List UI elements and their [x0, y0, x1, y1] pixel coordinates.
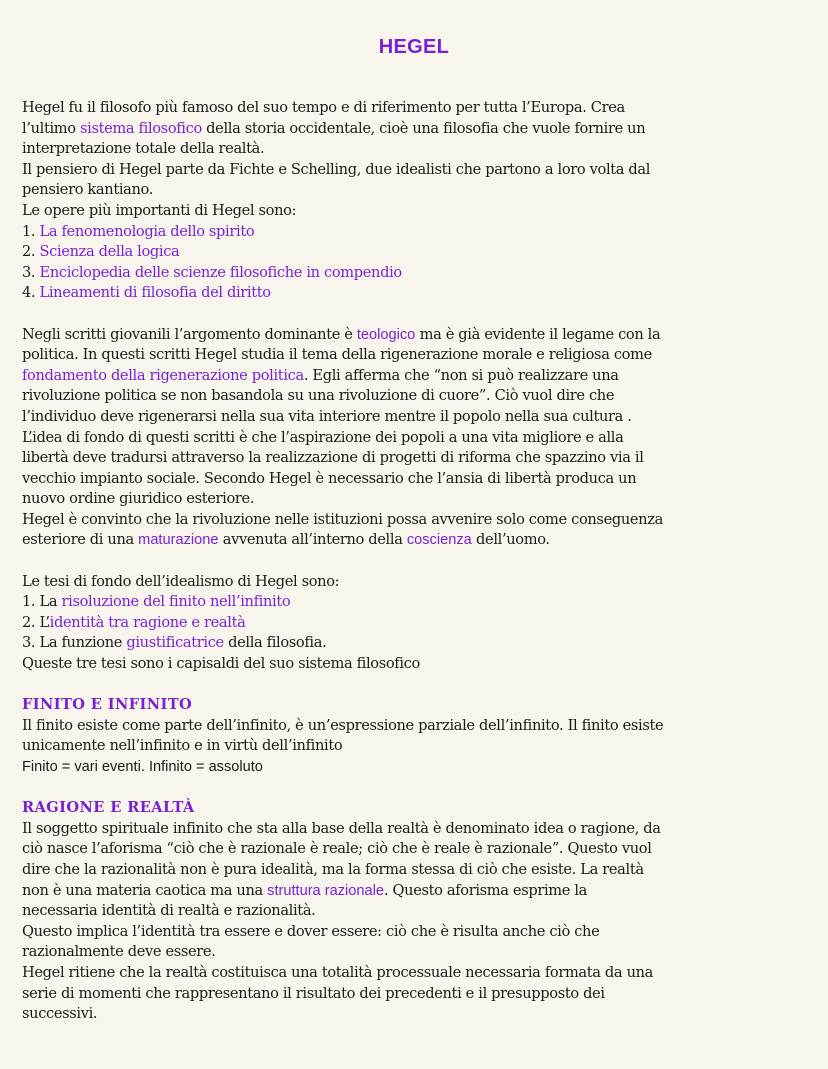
- highlight-term: risoluzione del finito nell’infinito: [61, 593, 291, 611]
- paragraph-line: fondamento della rigenerazione politica. Egli afferma che “non si può realizzare una: [22, 366, 619, 384]
- paragraph-line: Queste tre tesi sono i capisaldi del suo sistema filosofico: [22, 655, 420, 673]
- paragraph-line: Le tesi di fondo dell’idealismo di Hegel sono:: [22, 572, 340, 590]
- highlight-term: sistema filosofico: [80, 119, 202, 137]
- paragraph-line: nuovo ordine giuridico esteriore.: [22, 490, 255, 508]
- paragraph-line: Il finito esiste come parte dell’infinito, è un’espressione parziale dell’infinito. Il finito esiste: [22, 716, 664, 734]
- thesis-item: 3. La funzione giustificatrice della filosofia.: [22, 634, 327, 652]
- ragione-section: [22, 798, 806, 1025]
- paragraph-line: unicamente nell’infinito e in virtù dell’infinito: [22, 737, 343, 755]
- paragraph-line: razionalmente deve essere.: [22, 943, 216, 961]
- intro-line: interpretazione totale della realtà.: [22, 140, 265, 158]
- youth-writings-section: [22, 325, 806, 552]
- paragraph-line: Hegel è convinto che la rivoluzione nelle istituzioni possa avvenire solo come conseguenza: [22, 510, 663, 528]
- page-title: HEGEL: [378, 36, 450, 58]
- paragraph-line: l’individuo deve rigenerarsi nella sua vita interiore mentre il popolo nella sua cultura .: [22, 407, 632, 425]
- paragraph-line: Questo implica l’identità tra essere e dover essere: ciò che è risulta anche ciò che: [22, 922, 600, 940]
- highlight-term: coscienza: [406, 532, 472, 549]
- work-item: 2. Scienza della logica: [22, 243, 180, 261]
- section-heading-ragione: RAGIONE E REALTÀ: [22, 799, 195, 817]
- highlight-term: identità tra ragione e realtà: [49, 613, 246, 631]
- paragraph-gap: [22, 675, 806, 696]
- work-title: Enciclopedia delle scienze filosofiche in compendio: [39, 263, 402, 281]
- intro-line: Le opere più importanti di Hegel sono:: [22, 201, 297, 219]
- work-title: La fenomenologia dello spirito: [39, 222, 255, 240]
- paragraph-line: vecchio impianto sociale. Secondo Hegel è necessario che l’ansia di libertà produca un: [22, 469, 637, 487]
- intro-line: Il pensiero di Hegel parte da Fichte e Schelling, due idealisti che partono a loro volta dal: [22, 160, 651, 178]
- paragraph-gap: [22, 304, 806, 325]
- intro-line: pensiero kantiano.: [22, 181, 154, 199]
- paragraph-line: necessaria identità di realtà e razionalità.: [22, 902, 316, 920]
- highlight-term: fondamento della rigenerazione politica: [22, 366, 304, 384]
- paragraph-line: rivoluzione politica se non basandola su una rivoluzione di cuore”. Ciò vuol dire che: [22, 387, 615, 405]
- work-item: 4. Lineamenti di filosofia del diritto: [22, 284, 271, 302]
- paragraph-line: successivi.: [22, 1005, 98, 1023]
- work-title: Scienza della logica: [39, 243, 180, 261]
- paragraph-line: serie di momenti che rappresentano il risultato dei precedenti e il presupposto dei: [22, 984, 605, 1002]
- thesis-item: 2. L’identità tra ragione e realtà: [22, 613, 246, 631]
- paragraph-line: Hegel ritiene che la realtà costituisca una totalità processuale necessaria formata da una: [22, 963, 654, 981]
- work-title: Lineamenti di filosofia del diritto: [39, 284, 271, 302]
- intro-section: [22, 98, 806, 304]
- section-heading-finito: FINITO E INFINITO: [22, 696, 193, 714]
- paragraph-gap: [22, 778, 806, 799]
- paragraph-line: L’idea di fondo di questi scritti è che l’aspirazione dei popoli a una vita migliore e alla: [22, 428, 624, 446]
- paragraph-line: libertà deve tradursi attraverso la realizzazione di progetti di riforma che spazzino via il: [22, 449, 644, 467]
- paragraph-line: Negli scritti giovanili l’argomento dominante è teologico ma è già evidente il legame con la: [22, 325, 661, 343]
- work-item: 1. La fenomenologia dello spirito: [22, 222, 255, 240]
- paragraph-line: Il soggetto spirituale infinito che sta alla base della realtà è denominato idea o ragione, da: [22, 819, 661, 837]
- intro-line: Hegel fu il filosofo più famoso del suo tempo e di riferimento per tutta l’Europa. Crea: [22, 99, 625, 116]
- paragraph-line: ciò nasce l’aforisma “ciò che è razionale è reale; ciò che è reale è razionale”. Questo vuol: [22, 840, 652, 858]
- work-item: 3. Enciclopedia delle scienze filosofiche in compendio: [22, 263, 402, 281]
- paragraph-line: esteriore di una maturazione avvenuta all’interno della coscienza dell’uomo.: [22, 531, 550, 549]
- highlight-term: struttura razionale: [267, 882, 384, 899]
- highlight-term: teologico: [356, 326, 416, 343]
- paragraph-line: Finito = vari eventi. Infinito = assoluto: [22, 759, 263, 775]
- intro-line: l’ultimo sistema filosofico della storia occidentale, cioè una filosofia che vuole fornire un: [22, 119, 646, 137]
- paragraph-line: non è una materia caotica ma una struttura razionale. Questo aforisma esprime la: [22, 881, 588, 899]
- highlight-term: giustificatrice: [126, 634, 224, 652]
- paragraph-gap: [22, 551, 806, 572]
- highlight-term: maturazione: [138, 532, 219, 549]
- paragraph-line: politica. In questi scritti Hegel studia il tema della rigenerazione morale e religiosa come: [22, 346, 652, 364]
- paragraph-line: dire che la razionalità non è pura idealità, ma la forma stessa di ciò che esiste. La realtà: [22, 860, 644, 878]
- finito-section: [22, 695, 806, 777]
- thesis-item: 1. La risoluzione del finito nell’infinito: [22, 593, 291, 611]
- theses-section: [22, 572, 806, 675]
